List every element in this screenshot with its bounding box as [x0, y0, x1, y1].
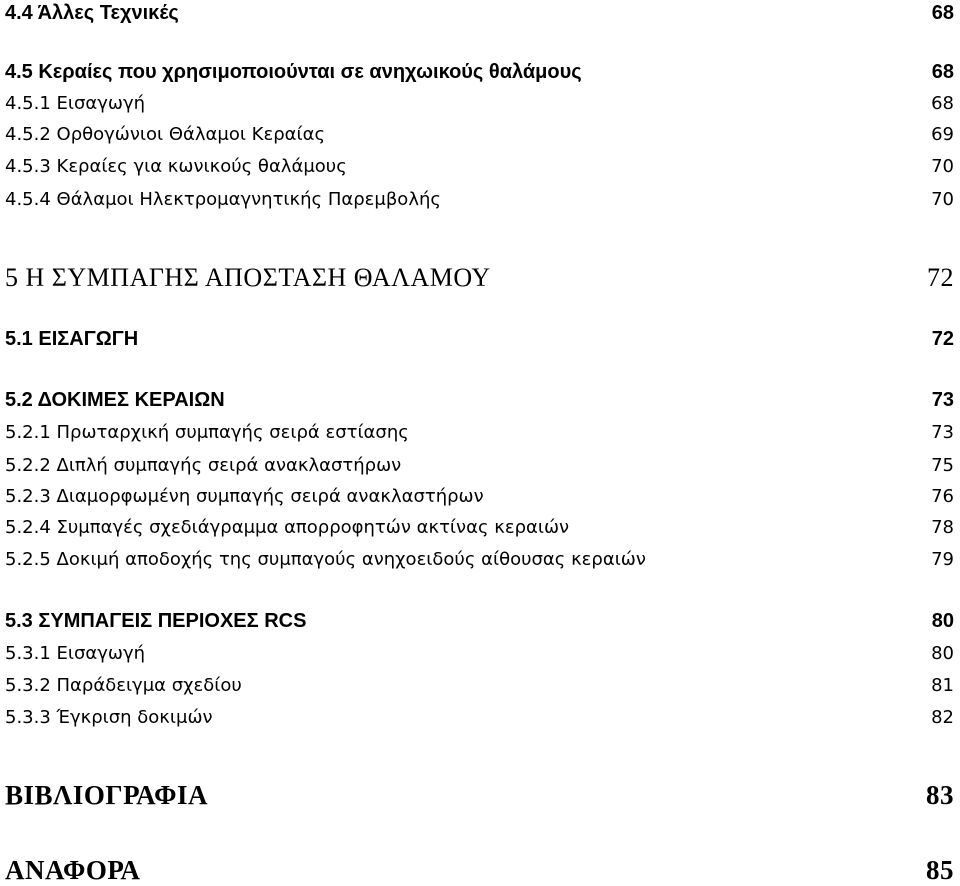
toc-entry-page: 75 — [931, 455, 954, 476]
toc-entry-title: 5.2.2 Διπλή συμπαγής σειρά ανακλαστήρων — [5, 455, 402, 476]
toc-entry-title: 5.2.1 Πρωταρχική συμπαγής σειρά εστίασης — [5, 422, 409, 443]
toc-entry-5-2[interactable] — [5, 389, 954, 412]
toc-entry-5-3-1[interactable] — [5, 643, 954, 664]
toc-entry-page: 68 — [931, 2, 954, 24]
toc-entry-4-5-3[interactable] — [5, 156, 954, 177]
toc-entry-5-2-3[interactable] — [5, 486, 954, 507]
toc-entry-page: 79 — [931, 549, 954, 570]
toc-entry-title: 4.4 Άλλες Τεχνικές — [5, 2, 179, 24]
toc-entry-page: 69 — [931, 124, 954, 145]
toc-entry-title: 5.2 ΔΟΚΙΜΕΣ ΚΕΡΑΙΩΝ — [5, 389, 225, 411]
toc-entry-page: 83 — [926, 780, 954, 810]
toc-entry-4-5[interactable] — [5, 61, 954, 84]
toc-entry-4-5-1[interactable] — [5, 93, 954, 114]
toc-entry-title: 5 Η ΣΥΜΠΑΓΗΣ ΑΠΟΣΤΑΣΗ ΘΑΛΑΜΟΥ — [5, 263, 491, 292]
toc-entry-title: 4.5.1 Εισαγωγή — [5, 93, 146, 114]
toc-entry-title: ΑΝΑΦΟΡΑ — [5, 855, 141, 885]
toc-entry-title: 4.5.3 Κεραίες για κωνικούς θαλάμους — [5, 156, 347, 177]
toc-entry-page: 80 — [931, 610, 954, 632]
toc-entry-page: 73 — [931, 422, 954, 443]
toc-entry-5-3-3[interactable] — [5, 707, 954, 728]
toc-entry-title: ΒΙΒΛΙΟΓΡΑΦΙΑ — [5, 780, 209, 810]
toc-entry-page: 73 — [931, 389, 954, 411]
toc-entry-page: 70 — [931, 189, 954, 210]
toc-entry-title: 5.2.5 Δοκιμή αποδοχής της συμπαγούς ανηχοειδούς αίθουσας κεραιών — [5, 549, 646, 570]
toc-entry-chapter-5[interactable] — [5, 263, 954, 293]
toc-entry-page: 68 — [931, 61, 954, 83]
toc-entry-page: 72 — [927, 263, 954, 292]
toc-entry-title: 4.5.2 Ορθογώνιοι Θάλαμοι Κεραίας — [5, 124, 326, 145]
toc-entry-4-5-2[interactable] — [5, 124, 954, 145]
toc-entry-title: 5.3 ΣΥΜΠΑΓΕΙΣ ΠΕΡΙΟΧΕΣ RCS — [5, 610, 307, 632]
toc-entry-title: 5.1 ΕΙΣΑΓΩΓΗ — [5, 328, 139, 350]
toc-entry-title: 4.5 Κεραίες που χρησιμοποιούνται σε ανηχωικούς θαλάμους — [5, 61, 582, 83]
toc-entry-page: 72 — [931, 328, 954, 350]
toc-entry-title: 5.2.4 Συμπαγές σχεδιάγραμμα απορροφητών ακτίνας κεραιών — [5, 517, 570, 538]
toc-entry-page: 70 — [931, 156, 954, 177]
toc-entry-5-2-2[interactable] — [5, 455, 954, 476]
toc-entry-4-5-4[interactable] — [5, 189, 954, 210]
toc-entry-page: 68 — [931, 93, 954, 114]
toc-entry-5-3[interactable] — [5, 610, 954, 633]
toc-entry-5-3-2[interactable] — [5, 675, 954, 696]
toc-entry-5-2-4[interactable] — [5, 517, 954, 538]
toc-entry-bibliography[interactable] — [5, 780, 954, 811]
toc-entry-title: 5.3.1 Εισαγωγή — [5, 643, 146, 664]
toc-entry-page: 82 — [931, 707, 954, 728]
toc-entry-page: 85 — [926, 855, 954, 885]
toc-entry-page: 81 — [931, 675, 954, 696]
toc-entry-page: 76 — [931, 486, 954, 507]
toc-entry-page: 78 — [931, 517, 954, 538]
toc-entry-title: 5.3.2 Παράδειγμα σχεδίου — [5, 675, 242, 696]
toc-entry-4-4[interactable] — [5, 2, 954, 25]
toc-entry-title: 5.2.3 Διαμορφωμένη συμπαγής σειρά ανακλαστήρων — [5, 486, 484, 507]
toc-entry-5-2-1[interactable] — [5, 422, 954, 443]
toc-entry-page: 80 — [931, 643, 954, 664]
toc-entry-references[interactable] — [5, 855, 954, 886]
toc-entry-title: 5.3.3 Έγκριση δοκιμών — [5, 707, 213, 728]
toc-entry-5-2-5[interactable] — [5, 549, 954, 570]
toc-entry-5-1[interactable] — [5, 328, 954, 351]
toc-entry-title: 4.5.4 Θάλαμοι Ηλεκτρομαγνητικής Παρεμβολής — [5, 189, 441, 210]
